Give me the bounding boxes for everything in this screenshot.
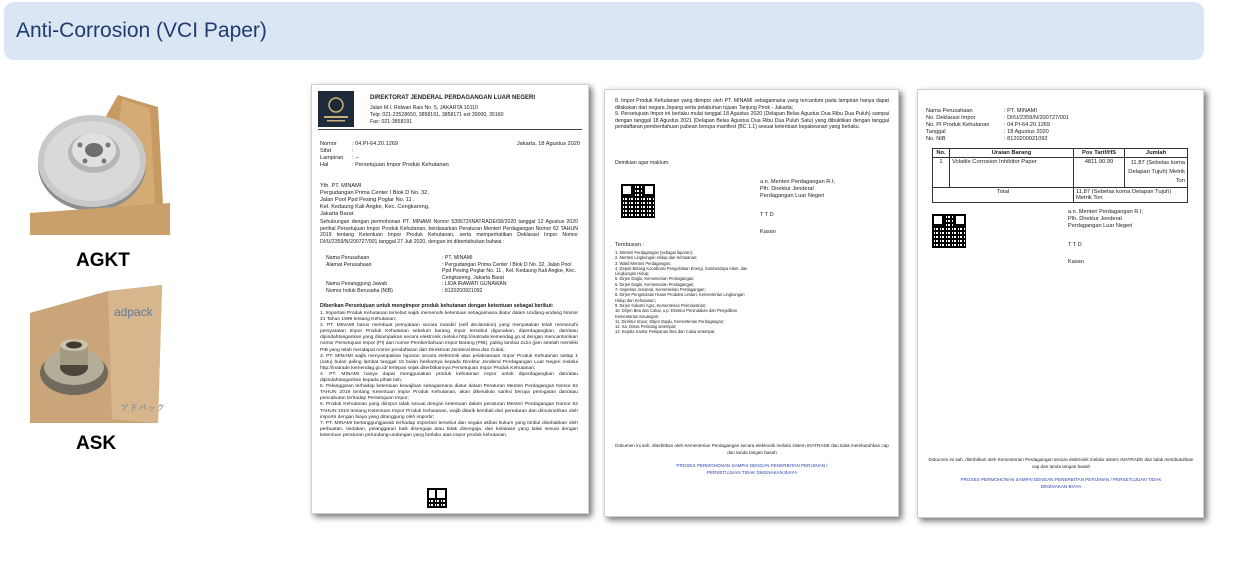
closing-line: Demikian agar maklum. xyxy=(615,160,670,166)
legal-footer: Dokumen ini sah, diterbitkan oleh Kementerian Perdagangan secara elektronik melalui sistem INATRADE dan tidak membutuhkan cap dan tanda tangan basah xyxy=(615,443,889,455)
brake-disc-image xyxy=(30,95,170,235)
fee-notice: PROSES PERMOHONAN SAMPAI DENGAN PENERBITAN PERIJINAN / PERSETUJUAN TIDAK DIKENAKAN BIAYA xyxy=(676,463,828,475)
field-value: : PT. MINAMI xyxy=(1004,108,1037,114)
adpack-bag-image xyxy=(30,283,165,423)
field-label: Alamat Perusahaan xyxy=(326,261,372,268)
goods-table xyxy=(932,148,1188,203)
qr-code-icon xyxy=(427,488,447,508)
list-item: 7. Inspektur Jenderal, Kementerian Perdagangan; xyxy=(615,287,706,293)
list-item: 5. Dirjen Daglu, Kementerian Perdagangan; xyxy=(615,276,695,282)
document-page-2 xyxy=(604,89,899,517)
qr-code-icon xyxy=(932,214,966,248)
recipient-line: Kel. Kedaung Kali Angke, Kec. Cengkareng, xyxy=(320,204,430,210)
ttd-text: T T D xyxy=(1068,242,1082,248)
bag-brand-text: adpack xyxy=(114,305,153,319)
total-value: 11,87 (Sebelas koma Delapan Tujuh) Metrik Ton xyxy=(1074,188,1188,203)
field-label: Tanggal xyxy=(926,129,946,135)
signature-line: Perdagangan Luar Negeri xyxy=(760,193,825,199)
address-line-3: Fax: 021-3858191 xyxy=(370,119,413,125)
opening-paragraph: Sehubungan dengan permohonan PT. MINAMI Nomor 539672/INATRADE/08/2020 tanggal 12 Agustus 2020 perihal Persetujuan Impor Produk Kehutanan, berdasarkan Peraturan Menteri Perdagangan Nomor 62 TAHUN 2019 tentang Ketentuan Impor Produk Kehutanan, serta memperhatikan Deklarasi Impor Nomor DI/U/2359/N/200727/001 tanggal 27 Juli 2020, dengan ini diberitahukan bahwa : xyxy=(320,219,578,245)
signature-line: Plh. Direktur Jenderal xyxy=(760,186,814,192)
list-item: 4. Deputi Bidang Koordinasi Pengelolaan Energi, Sumberdaya Alam, dan Lingkungan Hidup; xyxy=(615,265,748,277)
list-item: 2. PT. MINAMI harus membuat pernyataan secara mandiri (self declaration) yang menyatakan telah memenuhi persyaratan Impor Produk Kehutanan sebelum barang impor tersebut digunakan, diperdagangkan, dan/atau dipindahtangankan yang disampaikan secara elektronik melalui http://inatrade.kemendag.go.id dengan mencantumkan nomor Persetujuan Impor (PI) dan nomor Pemberitahuan Impor Barang (PIB), paling lambat 2x24 (jam setelah memiliki PIB yang telah mendapat nomor pendaftaran dari Direktorat Jenderal Bea dan Cukai; xyxy=(320,323,578,353)
recipient-line: Jalan Pool Ppd Pesing Poglar No. 11 , xyxy=(320,197,415,203)
address-line-2: Telp: 021-23528650, 3858191, 3858171 ext 39000, 35160 xyxy=(370,112,504,118)
list-item: 2. Menteri Lingkungan Hidup dan Kehutanan; xyxy=(615,255,698,261)
recipient-block xyxy=(320,183,520,218)
list-item: 9. Dirjen Industri Agro, Kementerian Perindustrian; xyxy=(615,302,707,308)
signer-name: Kasan xyxy=(1068,259,1084,265)
agency-name: DIREKTORAT JENDERAL PERDAGANGAN LUAR NEGERI xyxy=(370,95,536,101)
letter-date: Jakarta, 18 Agustus 2020 xyxy=(516,141,580,147)
document-page-1 xyxy=(311,84,589,514)
cc-list xyxy=(615,250,753,335)
th-jumlah: Jumlah xyxy=(1125,149,1188,158)
product-label-agkt: AGKT xyxy=(76,250,130,271)
list-item: 3. PT. MINAMI wajib menyampaikan laporan secara elektronik atas pelaksanaan Impor Produk Kehutanan setiap 1 (satu) bulan paling lambat tanggal 15 bulan berikutnya kepada Direktur Jenderal Perdagangan Luar Negeri melalui http://inatrade.kemendag.go.id/ terlepas sejak diterbitkannya Persetujuan Impor Produk Kehutanan; xyxy=(320,353,578,371)
document-page-3 xyxy=(917,89,1204,518)
list-item: 12. Ka. Dinas Perindag setempat; xyxy=(615,324,677,330)
list-item: 8. Impor Produk Kehutanan yang diimpor oleh PT. MINAMI sebagaimana yang tercantum pada lampiran hanya dapat dilakukan dari negara Jepang serta pelabuhan tujuan Tanjung Priok - Jakarta; xyxy=(615,98,889,111)
bag-brand-text-jp: アドパック xyxy=(120,404,165,414)
hal-label: Hal xyxy=(320,162,329,168)
list-item: 4. PT. MINAMI hanya dapat menggunakan produk kehutanan impor untuk diperdagangkan dan/atau dipindahtangankan kepada pihak lain; xyxy=(320,371,578,384)
field-label: No. NIB xyxy=(926,136,946,142)
table-row xyxy=(933,158,1188,188)
signature-line: a.n. Menteri Perdagangan R.I; xyxy=(1068,209,1143,215)
th-uraian: Uraian Barang xyxy=(950,149,1074,158)
company-fields xyxy=(326,255,576,295)
list-item: 9. Persetujuan Impor ini berlaku mulai tanggal 18 Agustus 2020 (Delapan Belas Agustus Dua Ribu Dua Puluh) sampai dengan tanggal 18 Agustus 2021 (Delapan Belas Agustus Dua Ribu Dua Puluh Satu) yang dibuktikan dengan tanggal pendaftaran pemberitahuan pabean berupa manifest (BC 1.1) sesuai ketentuan kepabeanan yang berlaku. xyxy=(615,111,889,131)
field-label: Nama Penanggung Jawab xyxy=(326,281,388,288)
fee-notice: PROSES PERMOHONAN SAMPAI DENGAN PENERBITAN PERIJINAN / PERSETUJUAN TIDAK DIKENAKAN BIAYA xyxy=(960,477,1162,489)
tembusan-heading: Tembusan : xyxy=(615,242,644,248)
list-item: 6. Produk Kehutanan yang diimpor tidak sesuai dengan ketentuan dalam peraturan Menteri Perdagangan Nomor 62 TAHUN 2019 tentang Ketentuan Impor Produk Kehutanan, wajib ditarik kembali dari peredaran dan dimusnahkan oleh importir dengan biaya yang ditanggung oleh importir; xyxy=(320,402,578,420)
recipient-line: Yth. PT. MINAMI xyxy=(320,183,362,189)
ministry-logo xyxy=(318,91,354,127)
field-label: No. PI Produk Kehutanan xyxy=(926,122,990,128)
field-value: : 18 Agustus 2020 xyxy=(1004,129,1049,135)
signer-name: Kasan xyxy=(760,229,776,235)
nomor-label: Nomor xyxy=(320,141,337,147)
sifat-value: : xyxy=(352,148,354,154)
field-label: Nama Perusahaan xyxy=(926,108,973,114)
recipient-line: Jakarta Barat xyxy=(320,211,354,217)
signature-line: a.n. Menteri Perdagangan R.I; xyxy=(760,179,835,185)
page-title: Anti-Corrosion (VCI Paper) xyxy=(16,19,267,42)
nomor-value: : 04.PI-64.20.1269 xyxy=(352,141,399,147)
list-item: 1. Menteri Perdagangan (sebagai laporan); xyxy=(615,250,694,255)
cell-no: 1 xyxy=(933,158,950,188)
list-item: 3. Wakil Menteri Perdagangan; xyxy=(615,260,672,266)
header-bar xyxy=(4,2,1204,60)
lampiran-value: : -- xyxy=(352,155,359,161)
list-item: 8. Dirjen Pengelolaan Hutan Produksi Lestari, Kementerian Lingkungan Hidup dan Kehutanan; xyxy=(615,292,745,303)
field-value: : 04.PI-64.20.1269 xyxy=(1004,122,1051,128)
signature-block xyxy=(760,179,835,236)
recipient-line: Pergudangan Prima Center I Blok D No. 32, xyxy=(320,190,429,196)
list-item: 11. Direktur Impor, Ditjen Daglu, Kementerian Perdagangan; xyxy=(615,318,725,324)
field-value: : 8120200921092 xyxy=(442,287,483,294)
field-value: : LIDA IRAWATI GUNAWAN xyxy=(442,281,507,288)
th-no: No. xyxy=(933,149,950,158)
list-item: 1. Importasi Produk Kehutanan tersebut wajib memenuhi ketentuan sebagaimana diatur dalam Undang-undang Nomor 41 Tahun 1999 tentang Kehutanan; xyxy=(320,311,578,323)
list-item: 10. Dirjen Bea dan Cukai, u.p. Direktur Penindakan dan Penyidikan Kementerian Keuangan; xyxy=(615,308,737,319)
hal-value: : Persetujuan Impor Produk Kehutanan xyxy=(352,162,449,168)
total-label: Total xyxy=(933,188,1074,203)
signature-line: Perdagangan Luar Negeri xyxy=(1068,223,1133,229)
field-label: Nomor Induk Berusaha (NIB) xyxy=(326,287,393,294)
cell-pos: 4811.90.99 xyxy=(1074,158,1125,188)
field-value: : DI/U/2359/N/200727/001 xyxy=(1004,115,1069,121)
signature-block xyxy=(1068,209,1143,266)
list-item: 13. Kepala Kantor Pelayanan Bea dan Cukai setempat. xyxy=(615,329,716,335)
lampiran-label: Lampiran xyxy=(320,155,344,161)
list-item: 5. Pelanggaran terhadap ketentuan kewajiban sebagaimana diatur dalam Peraturan Menteri Perdagangan Nomor 62 TAHUN 2019 tentang Ketentuan Impor Produk Kehutanan, akan dikenakan sanksi berupa peringatan dan/atau pencabutan terhadap Persetujuan Impor; xyxy=(320,384,578,402)
conditions-list xyxy=(320,311,578,439)
continued-list xyxy=(615,98,889,131)
cell-uraian: Volatile Corrosion Inhibitor Paper xyxy=(950,158,1074,188)
field-value: : PT. MINAMI xyxy=(442,255,473,261)
sifat-label: Sifat xyxy=(320,148,332,154)
product-label-ask: ASK xyxy=(76,433,117,454)
list-item: 6. Dirjen Daglri, Kementerian Perdagangan; xyxy=(615,281,695,287)
th-pos: Pos Tarif/HS xyxy=(1074,149,1125,158)
decision-heading: Diberikan Persetujuan untuk mengimpor produk kehutanan dengan ketentuan sebagai berikut: xyxy=(320,303,554,309)
field-value: : Pergudangan Prima Center I Blok D No. 32, Jalan Pool Ppd Pesing Poglar No. 11 , Kel. Kedaung Kali Angke, Kec. Cengkareng, Jakarta Barat xyxy=(442,261,576,281)
table-total-row xyxy=(933,188,1188,203)
ttd-text: T T D xyxy=(760,212,774,218)
field-label: Nama Perusahaan xyxy=(326,255,370,261)
legal-footer: Dokumen ini sah, diterbitkan oleh Kementerian Perdagangan secara elektronik melalui sistem INATRADE dan tidak membutuhkan cap dan tanda tangan basah xyxy=(928,457,1194,469)
field-value: : 8120200921092 xyxy=(1004,136,1048,142)
list-item: 7. PT. MINAMI bertanggungjawab terhadap importasi tersebut dan segala akibat hukum yang timbul disebabkan oleh perbuatan, tindakan, pelanggaran baik disengaja atau tidak disengaja, dan kelalaian yang tidak sesuai dengan ketentuan peraturan perundang-undangan yang berlaku atas impor produk kehutanan. xyxy=(320,420,578,438)
attachment-header xyxy=(926,108,1196,143)
field-label: No. Deklarasi Impor xyxy=(926,115,976,121)
letterhead-divider xyxy=(318,129,582,130)
address-line-1: Jalan M.I. Ridwan Rais No. 5, JAKARTA 10110 xyxy=(370,105,478,111)
qr-code-icon xyxy=(621,184,655,218)
signature-line: Plh. Direktur Jenderal xyxy=(1068,216,1122,222)
cell-jumlah: 11,87 (Sebelas koma Delapan Tujuh) Metrik Ton xyxy=(1125,158,1188,188)
